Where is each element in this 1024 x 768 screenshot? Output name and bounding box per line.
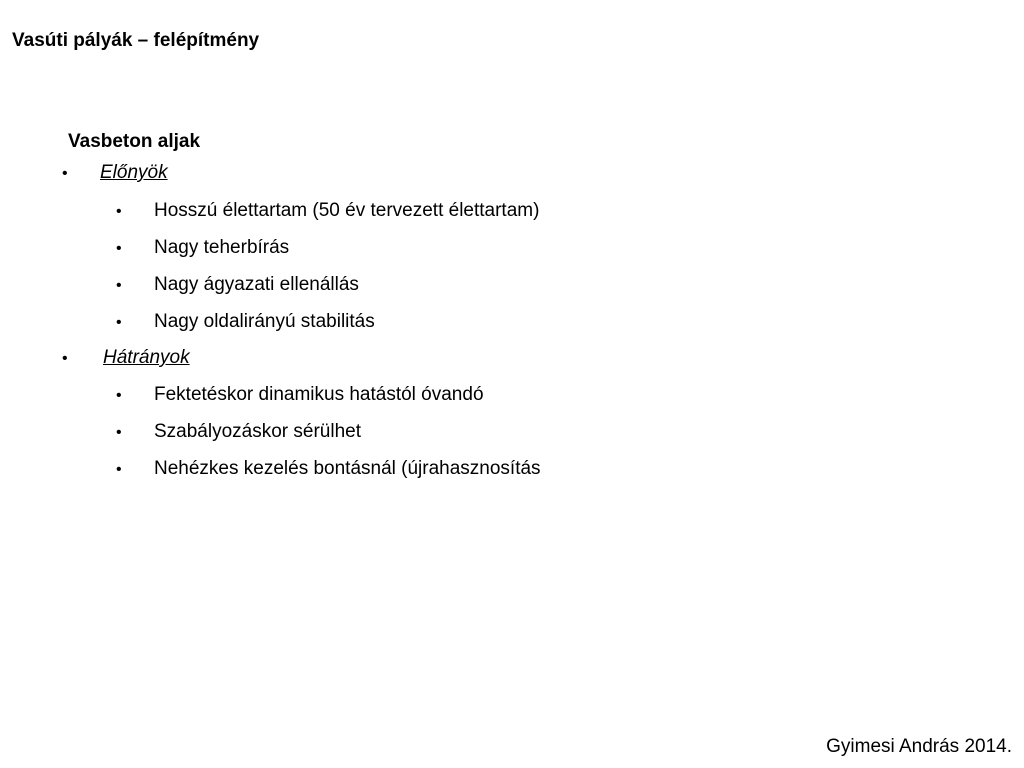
bullet-icon: • (116, 387, 122, 404)
advantages-label: Előnyök (100, 162, 168, 183)
advantage-item: Hosszú élettartam (50 év tervezett élettartam) (154, 200, 540, 221)
bullet-icon: • (116, 240, 122, 257)
bullet-icon: • (62, 350, 68, 367)
bullet-icon: • (116, 277, 122, 294)
disadvantage-item: Fektetéskor dinamikus hatástól óvandó (154, 384, 484, 405)
slide-title: Vasúti pályák – felépítmény (12, 30, 260, 51)
bullet-icon: • (116, 424, 122, 441)
disadvantage-item: Szabályozáskor sérülhet (154, 421, 361, 442)
advantage-item: Nagy teherbírás (154, 237, 290, 258)
bullet-icon: • (116, 203, 122, 220)
bullet-icon: • (62, 165, 68, 182)
advantage-item: Nagy oldalirányú stabilitás (154, 311, 375, 332)
section-heading: Vasbeton aljak (68, 131, 201, 152)
disadvantages-label: Hátrányok (103, 347, 190, 368)
bullet-icon: • (116, 461, 122, 478)
advantage-item: Nagy ágyazati ellenállás (154, 274, 359, 295)
bullet-icon: • (116, 314, 122, 331)
disadvantage-item: Nehézkes kezelés bontásnál (újrahasznosítás (154, 458, 541, 479)
footer-author: Gyimesi András 2014. (826, 736, 1012, 757)
